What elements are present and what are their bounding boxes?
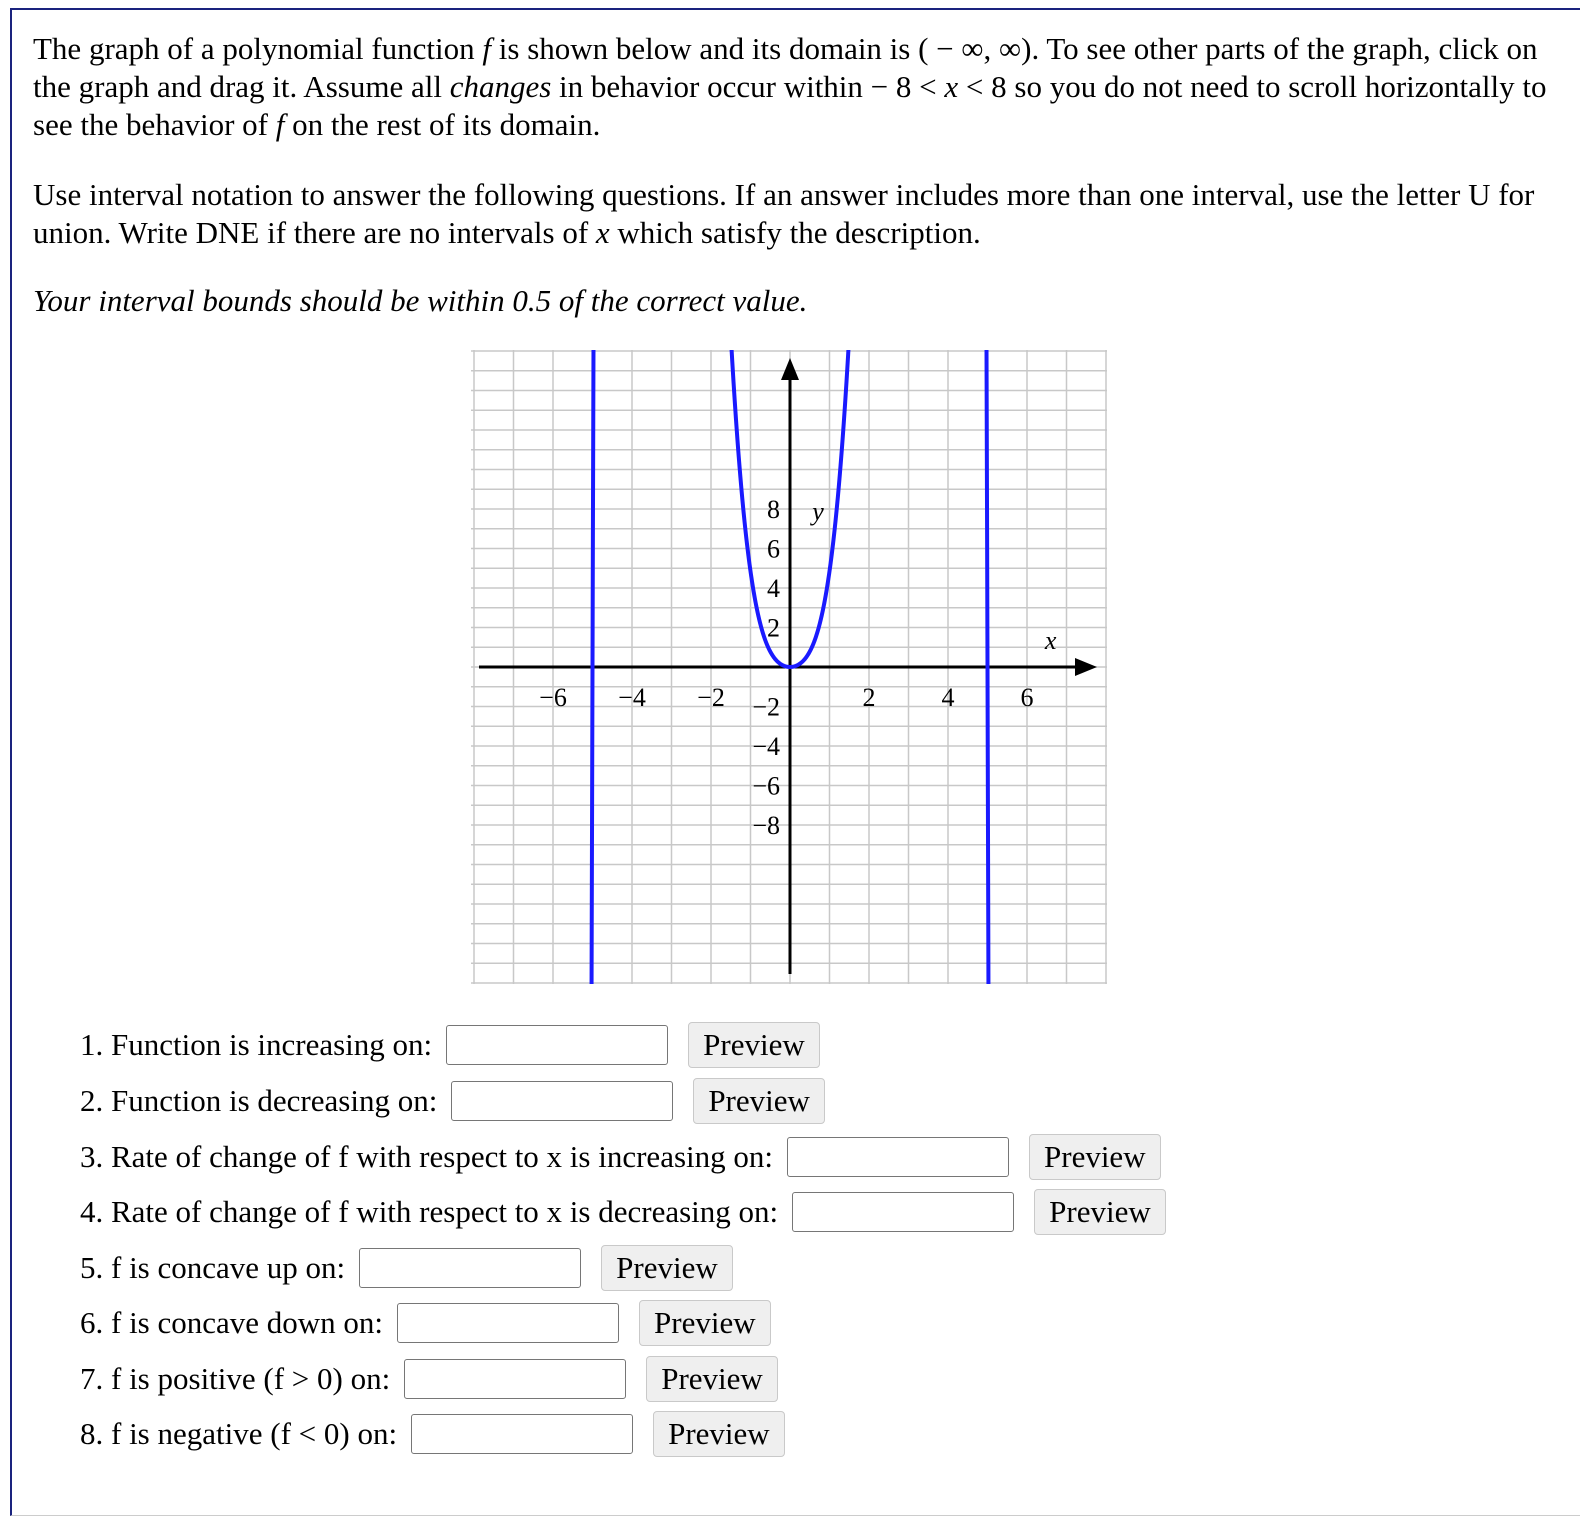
y-tick-label: −2 [752, 692, 780, 722]
answer-input[interactable] [411, 1414, 633, 1454]
instructions-text: Use interval notation to answer the following questions. If an answer includes more than one interval, use the letter U for union. Write DNE if there are no intervals of [33, 177, 1535, 250]
y-tick-label: 6 [767, 534, 780, 564]
x-tick-label: 6 [1020, 683, 1034, 712]
answer-input[interactable] [359, 1248, 581, 1288]
question-label: 8. f is negative (f < 0) on: [80, 1416, 398, 1451]
answer-input[interactable] [451, 1081, 673, 1121]
preview-button[interactable]: Preview [1034, 1189, 1166, 1235]
x-tick-label: 4 [941, 683, 955, 712]
question-row [80, 1245, 733, 1291]
instructions-paragraph [33, 176, 1563, 252]
polynomial-graph[interactable] [471, 350, 1107, 984]
question-label: 6. f is concave down on: [80, 1305, 384, 1340]
preview-button[interactable]: Preview [639, 1300, 771, 1346]
intro-text: on the rest of its domain. [284, 107, 601, 142]
question-row [80, 1078, 825, 1124]
question-label: 3. Rate of change of f with respect to x is increasing on: [80, 1139, 773, 1174]
emphasis-changes: changes [449, 69, 552, 104]
question-row [80, 1022, 820, 1068]
intro-text: The graph of a polynomial function [33, 31, 483, 66]
preview-button[interactable]: Preview [653, 1411, 785, 1457]
y-axis-arrow [781, 358, 799, 380]
intro-text: < 8 so you do not need to scroll horizontally to see the behavior of [33, 69, 1547, 142]
question-label: 1. Function is increasing on: [80, 1027, 433, 1062]
y-tick-label: 8 [767, 495, 780, 524]
preview-button[interactable]: Preview [601, 1245, 733, 1291]
x-tick-label: 2 [862, 683, 876, 712]
preview-button[interactable]: Preview [693, 1078, 825, 1124]
preview-button[interactable]: Preview [1029, 1134, 1161, 1180]
x-axis-arrow [1075, 658, 1097, 676]
x-tick-label: −4 [618, 683, 646, 712]
question-label: 2. Function is decreasing on: [80, 1083, 438, 1118]
question-label: 4. Rate of change of f with respect to x is decreasing on: [80, 1194, 779, 1229]
math-x: x [944, 69, 959, 104]
y-tick-label: 2 [767, 613, 780, 643]
answer-input[interactable] [404, 1359, 626, 1399]
preview-button[interactable]: Preview [646, 1356, 778, 1402]
y-tick-label: 4 [767, 574, 780, 603]
intro-text: is shown below and its domain is ( − ∞, ∞). To see other parts of the graph, click on the graph and drag it. Assume all [33, 31, 1538, 104]
y-tick-label: −8 [752, 811, 780, 840]
math-f: f [482, 31, 492, 66]
question-row [80, 1411, 785, 1457]
y-axis-label: y [812, 497, 824, 526]
question-label: 7. f is positive (f > 0) on: [80, 1361, 391, 1396]
x-axis-label: x [1044, 626, 1057, 655]
y-tick-label: −4 [752, 732, 780, 761]
math-x: x [595, 215, 610, 250]
y-tick-label: −6 [752, 771, 780, 801]
answer-input[interactable] [787, 1137, 1009, 1177]
question-label: 5. f is concave up on: [80, 1250, 346, 1285]
intro-paragraph [33, 30, 1563, 144]
preview-button[interactable]: Preview [688, 1022, 820, 1068]
instructions-text: which satisfy the description. [609, 215, 981, 250]
answer-input[interactable] [792, 1192, 1014, 1232]
x-tick-label: −2 [697, 683, 725, 712]
question-row [80, 1189, 1166, 1235]
question-row [80, 1300, 771, 1346]
question-row [80, 1356, 778, 1402]
intro-text: in behavior occur within − 8 < [551, 69, 945, 104]
x-tick-label: −6 [539, 683, 567, 712]
question-row [80, 1134, 1161, 1180]
math-f: f [275, 107, 285, 142]
answer-input[interactable] [446, 1025, 668, 1065]
answer-input[interactable] [397, 1303, 619, 1343]
tolerance-note: Your interval bounds should be within 0.5 of the correct value. [33, 283, 808, 318]
